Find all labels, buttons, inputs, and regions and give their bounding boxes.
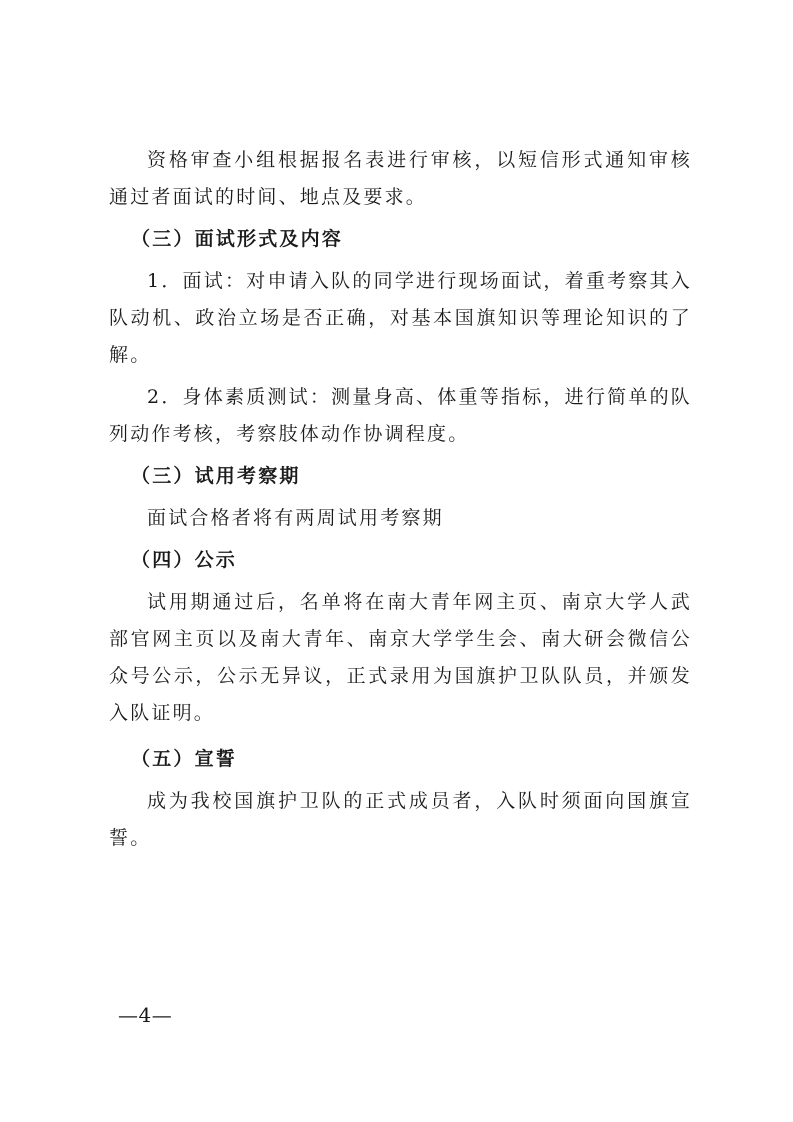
heading-publicity: （四）公示 [131,549,238,571]
page-number: —4— [118,1003,173,1027]
item-interview: 1．面试：对申请入队的同学进行现场面试，着重考察其入队动机、政治立场是否正确，对基本国旗知识等理论知识的了解。 [109,270,692,366]
heading-oath: （五）宣誓 [131,748,238,770]
heading-interview-format: （三）面试形式及内容 [131,228,344,250]
paragraph-review: 资格审查小组根据报名表进行审核，以短信形式通知审核通过者面试的时间、地点及要求。 [109,149,692,208]
document-body [109,142,692,857]
paragraph-publicity: 试用期通过后，名单将在南大青年网主页、南京大学人武部官网主页以及南大青年、南京大学学生会、南大研会微信公众号公示，公示无异议，正式录用为国旗护卫队队员，并颁发入队证明。 [109,591,692,724]
paragraph-trial-period: 面试合格者将有两周试用考察期 [147,507,444,529]
item-physical-test: 2．身体素质测试：测量身高、体重等指标，进行简单的队列动作考核，考察肢体动作协调程度。 [109,386,692,445]
paragraph-oath: 成为我校国旗护卫队的正式成员者，入队时须面向国旗宣誓。 [109,790,692,849]
heading-trial-period: （三）试用考察期 [131,465,301,487]
